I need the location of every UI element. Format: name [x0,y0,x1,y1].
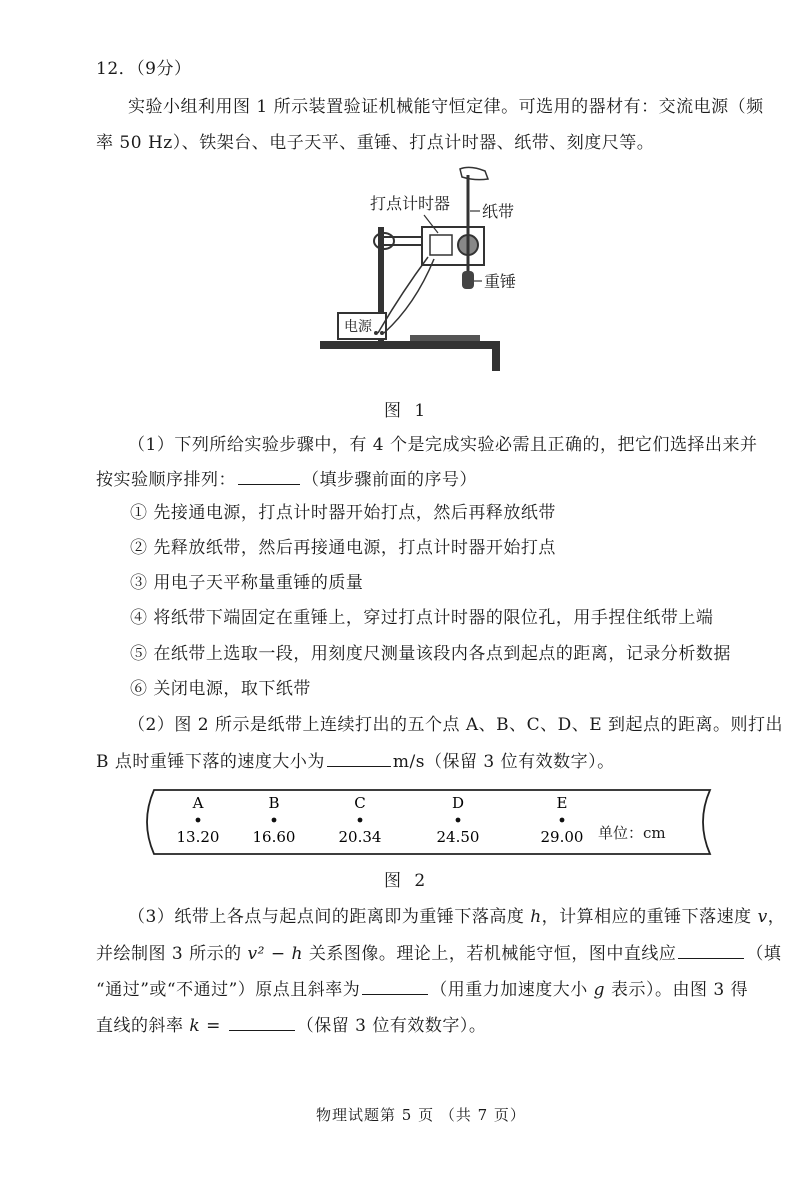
part3-text-2b: 关系图像。理论上，若机械能守恒，图中直线应 [302,944,677,964]
part3-text-3b: （用重力加速度大小 [430,980,594,1000]
part1-answer-blank[interactable] [238,466,300,485]
part1-line-2 [96,466,477,493]
step-5: ⑤ 在纸带上选取一段，用刻度尺测量该段内各点到起点的距离，记录分析数据 [130,644,731,664]
tape-point-distance: 29.00 [540,828,584,846]
var-v: v [757,907,768,927]
part3-blank-slope-value[interactable] [229,1012,295,1031]
step-1: ① 先接通电源，打点计时器开始打点，然后再释放纸带 [130,503,556,523]
part3-line-3 [96,976,748,1003]
tape-point-label: C [354,794,366,812]
part3-text-1a: （3）纸带上各点与起点间的距离即为重锤下落高度 [128,907,531,927]
tape-point-label: D [451,794,465,812]
part3-blank-slope-expr[interactable] [362,976,428,995]
part2-line-2-before: B 点时重锤下落的速度大小为 [96,752,325,772]
part3-blank-pass[interactable] [678,940,744,959]
tape-point-distance: 20.34 [338,828,382,846]
step-2: ② 先释放纸带，然后再接通电源，打点计时器开始打点 [130,538,556,558]
tape-point-dot [272,818,277,823]
label-power: 电源 [344,319,372,335]
tape-point-label: E [556,794,568,812]
step-6: ⑥ 关闭电源，取下纸带 [130,679,311,699]
part2-line-2-after: m/s（保留 3 位有效数字）。 [392,752,615,772]
step-4: ④ 将纸带下端固定在重锤上，穿过打点计时器的限位孔，用手捏住纸带上端 [130,608,714,628]
tape-point-distance: 24.50 [436,828,480,846]
var-k: k [189,1016,201,1036]
tape-point-distance: 16.60 [252,828,296,846]
question-number: 12．（9分） [96,59,192,79]
part2-line-2 [96,748,615,775]
part2-line-1: （2）图 2 所示是纸带上连续打出的五个点 A、B、C、D、E 到起点的距离。则打出 [128,715,784,735]
tape-point-dot [456,818,461,823]
intro-line-1: 实验小组利用图 1 所示装置验证机械能守恒定律。可选用的器材有：交流电源（频 [128,97,764,117]
tape-point-label: A [192,794,204,812]
part1-line-1: （1）下列所给实验步骤中，有 4 个是完成实验必需且正确的，把它们选择出来并 [128,435,758,455]
part3-text-1b: ，计算相应的重锤下落速度 [541,907,758,927]
part3-text-2a: 并绘制图 3 所示的 [96,944,248,964]
intro-line-2: 率 50 Hz）、铁架台、电子天平、重锤、打点计时器、纸带、刻度尺等。 [96,133,655,153]
part3-text-4b: = [200,1016,227,1036]
page-footer: 物理试题第 5 页 （共 7 页） [316,1106,526,1124]
figure1-caption: 图 1 [384,401,430,421]
part3-line-2 [96,940,781,967]
tape-unit: 单位：cm [598,824,666,842]
label-tape: 纸带 [482,202,515,221]
tape-point-dot [196,818,201,823]
part3-text-3a: “通过”或“不通过”）原点且斜率为 [96,980,361,1000]
tape-point-distance: 13.20 [176,828,220,846]
var-h: h [530,907,542,927]
var-g: g [593,980,606,1000]
part3-text-3c: 表示）。由图 3 得 [605,980,749,1000]
part2-answer-blank[interactable] [327,748,391,767]
part3-text-1c: ， [767,907,786,927]
part1-line-2-after: （填步骤前面的序号） [302,470,477,490]
figure2-tape [140,786,720,858]
part3-text-4c: （保留 3 位有效数字）。 [296,1016,487,1036]
part3-line-1 [128,904,785,930]
part3-line-4 [96,1012,486,1039]
tape-point-dot [358,818,363,823]
label-timer: 打点计时器 [370,194,451,213]
label-weight: 重锤 [484,272,517,291]
step-3: ③ 用电子天平称量重锤的质量 [130,573,364,593]
tape-point-dot [560,818,565,823]
part3-text-2c: （填 [746,944,782,964]
part3-text-4a: 直线的斜率 [96,1016,190,1036]
relation-v2-h: v² − h [247,944,303,964]
part1-line-2-before: 按实验顺序排列： [96,470,236,490]
figure1-diagram [310,165,517,375]
figure2-caption: 图 2 [384,871,430,891]
tape-point-label: B [268,794,280,812]
